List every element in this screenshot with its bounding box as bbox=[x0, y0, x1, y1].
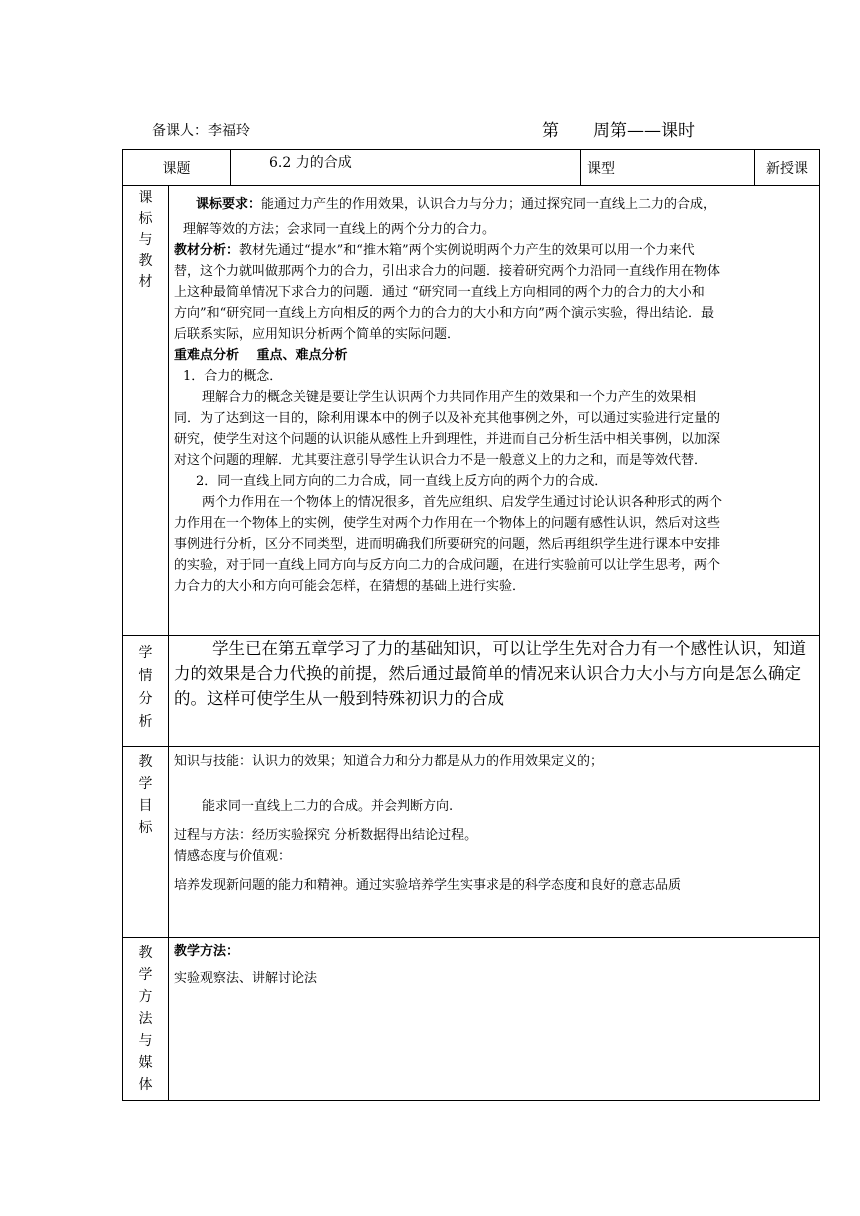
side-char: 学 bbox=[138, 645, 153, 661]
side-char: 情 bbox=[138, 668, 153, 684]
requirement-label: 课标要求： bbox=[196, 197, 262, 212]
side-char: 课 bbox=[138, 190, 153, 206]
goals-content bbox=[169, 747, 820, 938]
methods-row bbox=[123, 938, 820, 1101]
side-char: 析 bbox=[138, 714, 153, 730]
type-label: 课型 bbox=[581, 150, 755, 186]
side-char: 法 bbox=[138, 1011, 153, 1027]
analysis-text: 替，这个力就叫做那两个力的合力，引出求合力的问题．接着研究两个力沿同一直线作用在物体 bbox=[174, 264, 721, 279]
point2-text: 力合力的大小和方向可能会怎样，在猜想的基础上进行实验． bbox=[174, 579, 526, 594]
methods-content bbox=[169, 938, 820, 1101]
topic-value: 6.2 力的合成 bbox=[231, 150, 581, 186]
process-text: 过程与方法：经历实验探究 分析数据得出结论过程。 bbox=[174, 828, 478, 843]
methods-heading: 教学方法： bbox=[174, 944, 240, 959]
goals-row bbox=[123, 747, 820, 938]
preparer: 备课人：李福玲 bbox=[152, 123, 250, 139]
student-content bbox=[169, 636, 820, 747]
standard-content bbox=[169, 186, 820, 636]
emotion-text: 培养发现新问题的能力和精神。通过实验培养学生实事求是的科学态度和良好的意志品质 bbox=[174, 878, 682, 893]
side-char: 教 bbox=[138, 754, 153, 770]
student-text: 学生已在第五章学习了力的基础知识，可以让学生先对合力有一个感性认识，知道力的效果是合力代换的前提，然后通过最简单的情况来认识合力大小与方向是怎么确定的。这样可使学生从一般到特殊初识力的合成 bbox=[174, 639, 806, 708]
side-char: 标 bbox=[138, 820, 153, 836]
point2-text: 两个力作用在一个物体上的情况很多，首先应组织、启发学生通过讨论认识各种形式的两个 bbox=[202, 495, 723, 510]
point2-text: 事例进行分析，区分不同类型，进而明确我们所要研究的问题，然后再组织学生进行课本中安排 bbox=[174, 537, 721, 552]
analysis-text: 后联系实际，应用知识分析两个简单的实际问题． bbox=[174, 327, 461, 342]
side-char: 媒 bbox=[138, 1055, 153, 1071]
key-heading: 重难点分析 重点、难点分析 bbox=[174, 348, 348, 363]
side-char: 学 bbox=[138, 967, 153, 983]
analysis-text: 方向”和“研究同一直线上方向相反的两个力的合力的大小和方向”两个演示实验，得出结论．最 bbox=[174, 306, 714, 321]
type-value: 新授课 bbox=[755, 150, 820, 186]
point1-title: 1．合力的概念． bbox=[183, 369, 283, 384]
point2-title: 2．同一直线上同方向的二力合成，同一直线上反方向的两个力的合成． bbox=[196, 474, 608, 489]
side-char: 体 bbox=[138, 1077, 153, 1093]
goals-side-label bbox=[123, 747, 169, 938]
side-char: 与 bbox=[138, 232, 153, 248]
point1-text: 同．为了达到这一目的，除利用课本中的例子以及补充其他事例之外，可以通过实验进行定量的 bbox=[174, 411, 721, 426]
schedule: 第 周第——课时 bbox=[542, 121, 695, 141]
point2-text: 力作用在一个物体上的实例，使学生对两个力作用在一个物体上的问题有感性认识，然后对这些 bbox=[174, 516, 721, 531]
point2-text: 的实验，对于同一直线上同方向与反方向二力的合成问题，在进行实验前可以让学生思考，两个 bbox=[174, 558, 721, 573]
student-side-label bbox=[123, 636, 169, 747]
side-char: 目 bbox=[138, 798, 153, 814]
side-char: 分 bbox=[138, 691, 153, 707]
standard-side-label bbox=[123, 186, 169, 636]
point1-text: 对这个问题的理解．尤其要注意引导学生认识合力不是一般意义上的力之和，而是等效代替． bbox=[174, 453, 708, 468]
student-row bbox=[123, 636, 820, 747]
topic-label: 课题 bbox=[123, 150, 231, 186]
page-header bbox=[0, 116, 860, 140]
methods-text: 实验观察法、讲解讨论法 bbox=[174, 971, 318, 986]
knowledge-text: 知识与技能：认识力的效果；知道合力和分力都是从力的作用效果定义的； bbox=[174, 754, 604, 769]
point1-text: 理解合力的概念关键是要让学生认识两个力共同作用产生的效果和一个力产生的效果相 bbox=[202, 390, 697, 405]
emotion-label: 情感态度与价值观： bbox=[174, 849, 292, 864]
knowledge-text-2: 能求同一直线上二力的合成。并会判断方向. bbox=[202, 799, 454, 814]
point1-text: 研究，使学生对这个问题的认识能从感性上升到理性，并进而自己分析生活中相关事例，以加深 bbox=[174, 432, 721, 447]
requirement-text: 理解等效的方法；会求同一直线上的两个分力的合力。 bbox=[183, 222, 496, 237]
side-char: 材 bbox=[138, 274, 153, 290]
lesson-plan-table bbox=[122, 149, 820, 1101]
side-char: 方 bbox=[138, 989, 153, 1005]
analysis-text: 上这种最简单情况下求合力的问题．通过 “研究同一直线上方向相同的两个力的合力的大小和 bbox=[174, 285, 705, 300]
side-char: 学 bbox=[138, 776, 153, 792]
side-char: 标 bbox=[138, 211, 153, 227]
side-char: 教 bbox=[138, 253, 153, 269]
side-char: 与 bbox=[138, 1033, 153, 1049]
analysis-text: 教材先通过“提水”和“推木箱”两个实例说明两个力产生的效果可以用一个力来代 bbox=[239, 243, 695, 258]
standard-row bbox=[123, 186, 820, 636]
requirement-text: 能通过力产生的作用效果，认识合力与分力；通过探究同一直线上二力的合成， bbox=[261, 197, 717, 212]
side-char: 教 bbox=[138, 945, 153, 961]
methods-side-label bbox=[123, 938, 169, 1101]
header-row bbox=[123, 150, 820, 186]
analysis-label: 教材分析： bbox=[174, 243, 240, 258]
